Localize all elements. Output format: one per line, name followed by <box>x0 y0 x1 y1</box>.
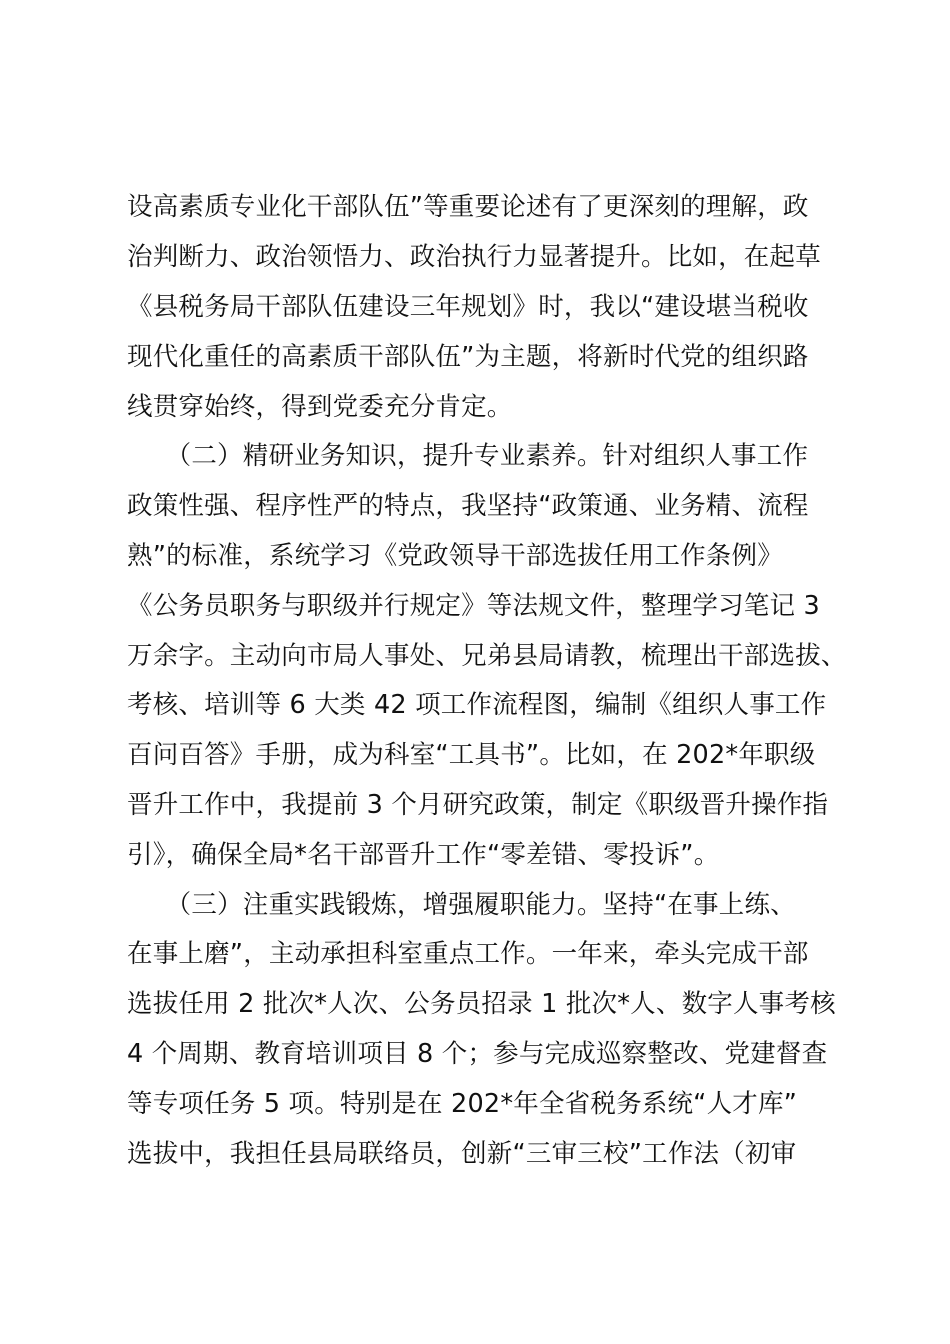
text-line: 政策性强、程序性严的特点，我坚持“政策通、业务精、流程 <box>127 491 809 521</box>
text-line: 《县税务局干部队伍建设三年规划》时，我以“建设堪当税收 <box>127 292 809 322</box>
text-line: （二）精研业务知识，提升专业素养。针对组织人事工作 <box>127 441 809 471</box>
text-line: 晋升工作中，我提前 3 个月研究政策，制定《职级晋升操作指 <box>127 790 829 820</box>
text-line: 百问百答》手册，成为科室“工具书”。比如，在 202*年职级 <box>127 740 816 770</box>
text-line: 万余字。主动向市局人事处、兄弟县局请教，梳理出干部选拔、 <box>127 641 847 671</box>
text-line: 治判断力、政治领悟力、政治执行力显著提升。比如，在起草 <box>127 242 821 272</box>
text-line: 选拔任用 2 批次*人次、公务员招录 1 批次*人、数字人事考核 <box>127 989 836 1019</box>
text-line: 线贯穿始终，得到党委充分肯定。 <box>127 392 513 422</box>
text-line: 选拔中，我担任县局联络员，创新“三审三校”工作法（初审 <box>127 1139 797 1169</box>
text-line: 《公务员职务与职级并行规定》等法规文件，整理学习笔记 3 <box>127 591 820 621</box>
text-line: （三）注重实践锻炼，增强履职能力。坚持“在事上练、 <box>127 890 796 920</box>
text-line: 在事上磨”，主动承担科室重点工作。一年来，牵头完成干部 <box>127 939 809 969</box>
text-line: 设高素质专业化干部队伍”等重要论述有了更深刻的理解，政 <box>127 192 809 222</box>
text-line: 等专项任务 5 项。特别是在 202*年全省税务系统“人才库” <box>127 1089 798 1119</box>
text-line: 考核、培训等 6 大类 42 项工作流程图，编制《组织人事工作 <box>127 690 827 720</box>
text-line: 现代化重任的高素质干部队伍”为主题，将新时代党的组织路 <box>127 342 809 372</box>
text-line: 引》，确保全局*名干部晋升工作“零差错、零投诉”。 <box>127 840 720 870</box>
text-line: 4 个周期、教育培训项目 8 个；参与完成巡察整改、党建督查 <box>127 1039 828 1069</box>
text-line: 熟”的标准，系统学习《党政领导干部选拔任用工作条例》 <box>127 541 783 571</box>
